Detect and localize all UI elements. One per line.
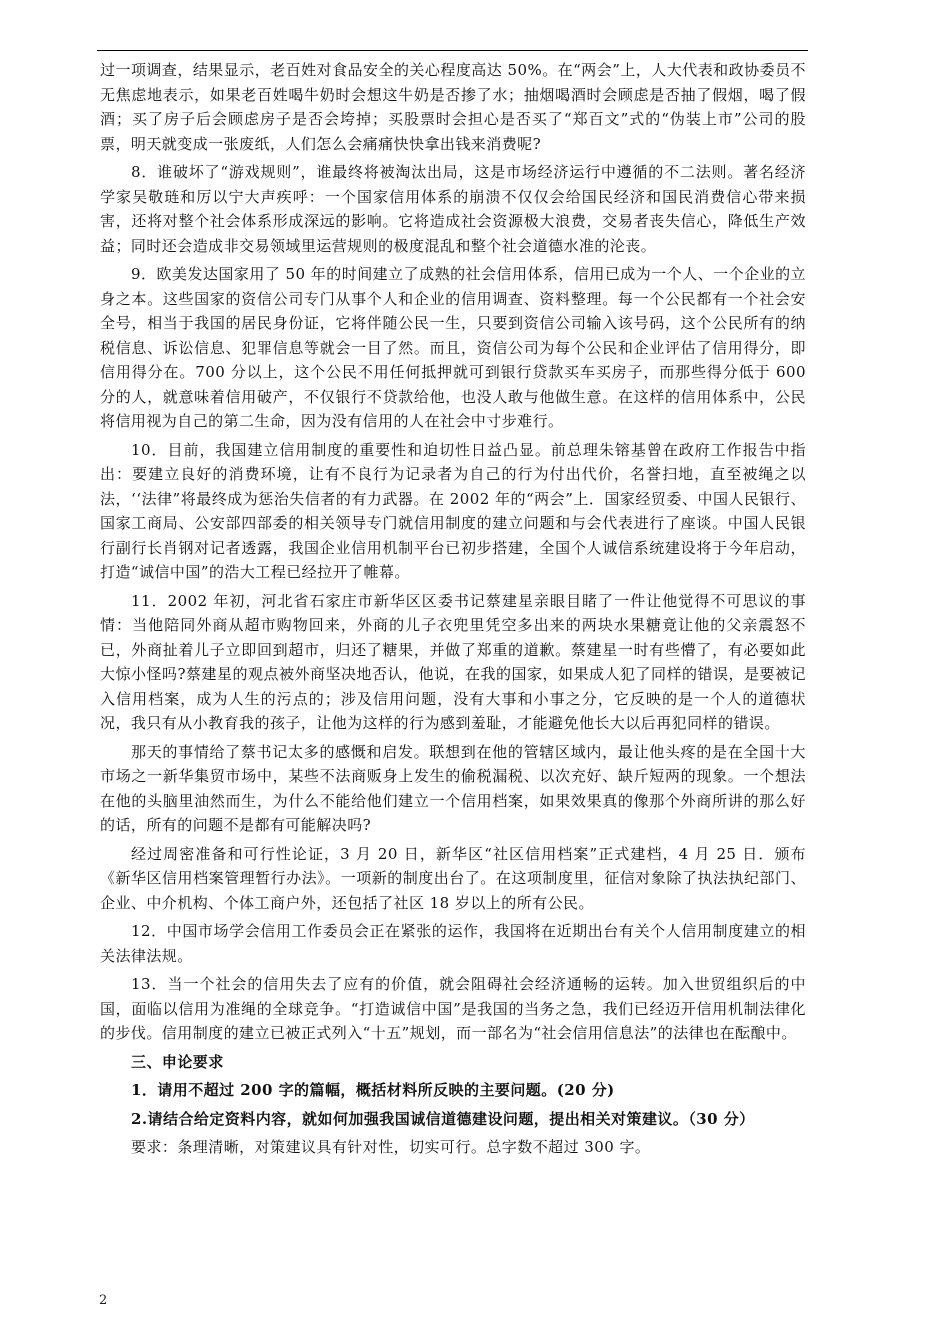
paragraph-9: 9．欧美发达国家用了 50 年的时间建立了成熟的社会信用体系，信用已成为一个人、一个企业的立身之本。这些国家的资信公司专门从事个人和企业的信用调查、资料整理。每一个公民都有一个社会安全号，相当于我国的居民身份证，它将伴随公民一生，只要到资信公司输入该号码，这个公民所有的纳税信息、诉讼信息、犯罪信息等就会一目了然。而且，资信公司为每个公民和企业评估了信用得分，即信用得分在。700 分以上，这个公民不用任何抵押就可到银行贷款买车买房子，而那些得分低于 600 分的人，就意味着信用破产，不仅银行不贷款给他，也没人敢与他做生意。在这样的信用体系中，公民将信用视为自己的第二生命，因为没有信用的人在社会中寸步难行。 [100, 265, 806, 430]
question-1: 1．请用不超过 200 字的篇幅，概括材料所反映的主要问题。(20 分) [131, 1081, 615, 1099]
page-number: 2 [99, 1293, 108, 1308]
paragraph-11-part-2: 那天的事情给了蔡书记太多的感慨和启发。联想到在他的管辖区域内，最让他头疼的是在全国十大市场之一新华集贸市场中，某些不法商贩身上发生的偷税漏税、以次充好、缺斤短两的现象。一个想法在他的头脑里油然而生，为什么不能给他们建立一个信用档案，如果效果真的像那个外商所讲的那么好的话，所有的问题不是都有可能解决吗? [100, 742, 806, 834]
document-body [100, 58, 806, 1164]
paragraph-11: 11．2002 年初，河北省石家庄市新华区区委书记蔡建星亲眼目睹了一件让他觉得不可思议的事情：当他陪同外商从超市购物回来，外商的儿子衣兜里凭空多出来的两块水果糖竟让他的父亲震怒不已，外商扯着儿子立即回到超市，归还了糖果，并做了郑重的道歉。蔡建星一时有些懵了，有必要如此大惊小怪吗?蔡建星的观点被外商坚决地否认，他说，在我的国家，如果成人犯了同样的错误，是要被记入信用档案，成为人生的污点的；涉及信用问题，没有大事和小事之分，它反映的是一个人的道德状况，我只有从小教育我的孩子，让他为这样的行为感到羞耻，才能避免他长大以后再犯同样的错误。 [100, 591, 806, 732]
paragraph-7-continuation: 过一项调查，结果显示，老百姓对食品安全的关心程度高达 50%。在“两会”上，人大代表和政协委员不无焦虑地表示，如果老百姓喝牛奶时会想这牛奶是否掺了水；抽烟喝酒时会顾虑是否抽了假烟，喝了假酒；买了房子后会顾虑房子是否会垮掉；买股票时会担心是否买了“郑百文”式的“伪装上市”公司的股票，明天就变成一张废纸，人们怎么会痛痛快快拿出钱来消费呢? [100, 61, 806, 153]
paragraph-10: 10．目前，我国建立信用制度的重要性和迫切性日益凸显。前总理朱镕基曾在政府工作报告中指出：要建立良好的消费环境，让有不良行为记录者为自己的行为付出代价，名誉扫地，直至被绳之以法，‘‘法律”将最终成为惩治失信者的有力武器。在 2002 年的“两会”上．国家经贸委、中国人民银行、国家工商局、公安部四部委的相关领导专门就信用制度的建立问题和与会代表进行了座谈。中国人民银行副行长肖钢对记者透露，我国企业信用机制平台已初步搭建，全国个人诚信系统建设将于今年启动，打造“诚信中国”的浩大工程已经拉开了帷幕。 [100, 440, 806, 581]
paragraph-8: 8．谁破坏了“游戏规则”，谁最终将被淘汰出局，这是市场经济运行中遵循的不二法则。著名经济学家吴敬琏和厉以宁大声疾呼：一个国家信用体系的崩溃不仅仅会给国民经济和国民消费信心带来损害，还将对整个社会体系形成深远的影响。它将造成社会资源极大浪费，交易者丧失信心，降低生产效益；同时还会造成非交易领域里运营规则的极度混乱和整个社会道德水准的沦丧。 [100, 163, 806, 255]
paragraph-13: 13．当一个社会的信用失去了应有的价值，就会阻碍社会经济通畅的运转。加入世贸组织后的中国，面临以信用为准绳的全球竞争。“打造诚信中国”是我国的当务之急，我们已经迈开信用机制法律化的步伐。信用制度的建立已被正式列入“十五”规划，而一部名为“社会信用信息法”的法律也在酝酿中。 [100, 975, 806, 1042]
paragraph-12: 12．中国市场学会信用工作委员会正在紧张的运作，我国将在近期出台有关个人信用制度建立的相关法律法规。 [100, 922, 806, 965]
section-heading: 三、申论要求 [131, 1052, 224, 1071]
question-2: 2.请结合给定资料内容，就如何加强我国诚信道德建设问题，提出相关对策建议。（30 分） [131, 1109, 755, 1128]
requirement-text: 要求：条理清晰，对策建议具有针对性，切实可行。总字数不超过 300 字。 [131, 1138, 651, 1156]
paragraph-11-part-3: 经过周密准备和可行性论证，3 月 20 日，新华区“社区信用档案”正式建档，4 月 25 日．颁布《新华区信用档案管理暂行办法》。一项新的制度出台了。在这项制度里，征信对象除了执法执纪部门、企业、中介机构、个体工商户外，还包括了社区 18 岁以上的所有公民。 [100, 844, 806, 912]
header-rule [97, 50, 808, 51]
